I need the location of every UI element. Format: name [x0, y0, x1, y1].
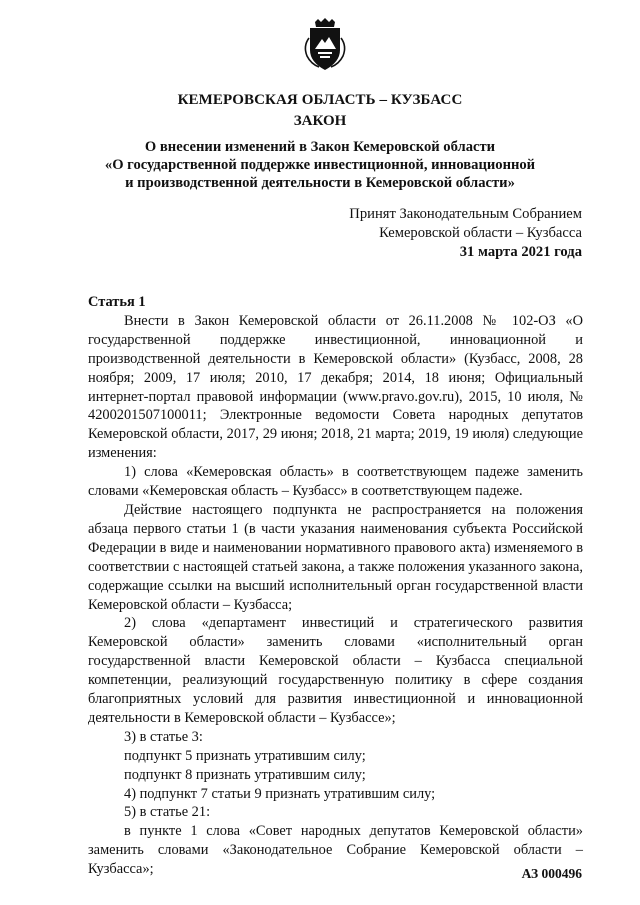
- article-paragraph: Внести в Закон Кемеровской области от 26.11.2008 № 102-ОЗ «О государственной поддержке инвестиционной, инновационной и производственной деятельности в Кемеровской области» (Кузбасс, 2008, 28 ноября; 2009, 17 июля; 2010, 17 декабря; 2014, 18 июня; Официальный интернет-портал правовой информации (www.pravo.gov.ru), 2015, 10 июля, № 4200201507100011; Электронные ведомости Совета народных депутатов Кемеровской области, 2017, 29 июня; 2018, 21 марта; 2019, 19 июля) следующие изменения:: [88, 312, 583, 462]
- adoption-line: Принят Законодательным Собранием: [349, 206, 582, 222]
- article-body: [88, 293, 583, 879]
- adoption-block: [349, 205, 582, 262]
- article-paragraph: 3) в статье 3:: [124, 728, 203, 745]
- article-paragraph: Действие настоящего подпункта не распространяется на положения абзаца первого статьи 1 (в части указания наименования субъекта Российской Федерации в виде и наименовании нормативного правового акта) изменяемого в соответствии с настоящей статьей закона, а также положения указанного закона, содержащие ссылки на высший исполнительный орган государственной власти Кемеровской области – Кузбасса;: [88, 501, 583, 613]
- document-type: ЗАКОН: [293, 113, 347, 129]
- article-paragraph: 4) подпункт 7 статьи 9 признать утратившим силу;: [124, 785, 436, 802]
- article-paragraph: подпункт 8 признать утратившим силу;: [124, 766, 366, 783]
- subject-line: и производственной деятельности в Кемеровской области»: [125, 175, 515, 191]
- article-paragraph: 1) слова «Кемеровская область» в соответствующем падеже заменить словами «Кемеровская область – Кузбасс» в соответствующем падеже.: [88, 464, 583, 500]
- adoption-date: 31 марта 2021 года: [459, 244, 582, 260]
- document-code: АЗ 000496: [521, 866, 582, 881]
- adoption-line: Кемеровской области – Кузбасса: [379, 225, 582, 241]
- coat-of-arms-icon: [298, 18, 352, 72]
- article-paragraph: 5) в статье 21:: [124, 804, 211, 821]
- article-heading: Статья 1: [88, 294, 146, 310]
- region-title: КЕМЕРОВСКАЯ ОБЛАСТЬ – КУЗБАСС: [177, 92, 463, 108]
- article-paragraph: подпункт 5 признать утратившим силу;: [124, 747, 366, 764]
- subject-line: О внесении изменений в Закон Кемеровской области: [144, 139, 496, 155]
- article-paragraph: в пункте 1 слова «Совет народных депутатов Кемеровской области» заменить словами «Законодательное Собрание Кемеровской области – Кузбасса»;: [88, 823, 583, 878]
- article-paragraph: 2) слова «департамент инвестиций и стратегического развития Кемеровской области» заменить словами «исполнительный орган государственной власти Кемеровской области – Кузбасса специальной компетенции, реализующий государственную политику в сфере создания благоприятных условий для развития инвестиционной и инновационной деятельности в Кемеровской области – Кузбассе»;: [88, 615, 583, 726]
- law-subject: [60, 138, 580, 192]
- subject-line: «О государственной поддержке инвестиционной, инновационной: [104, 157, 536, 173]
